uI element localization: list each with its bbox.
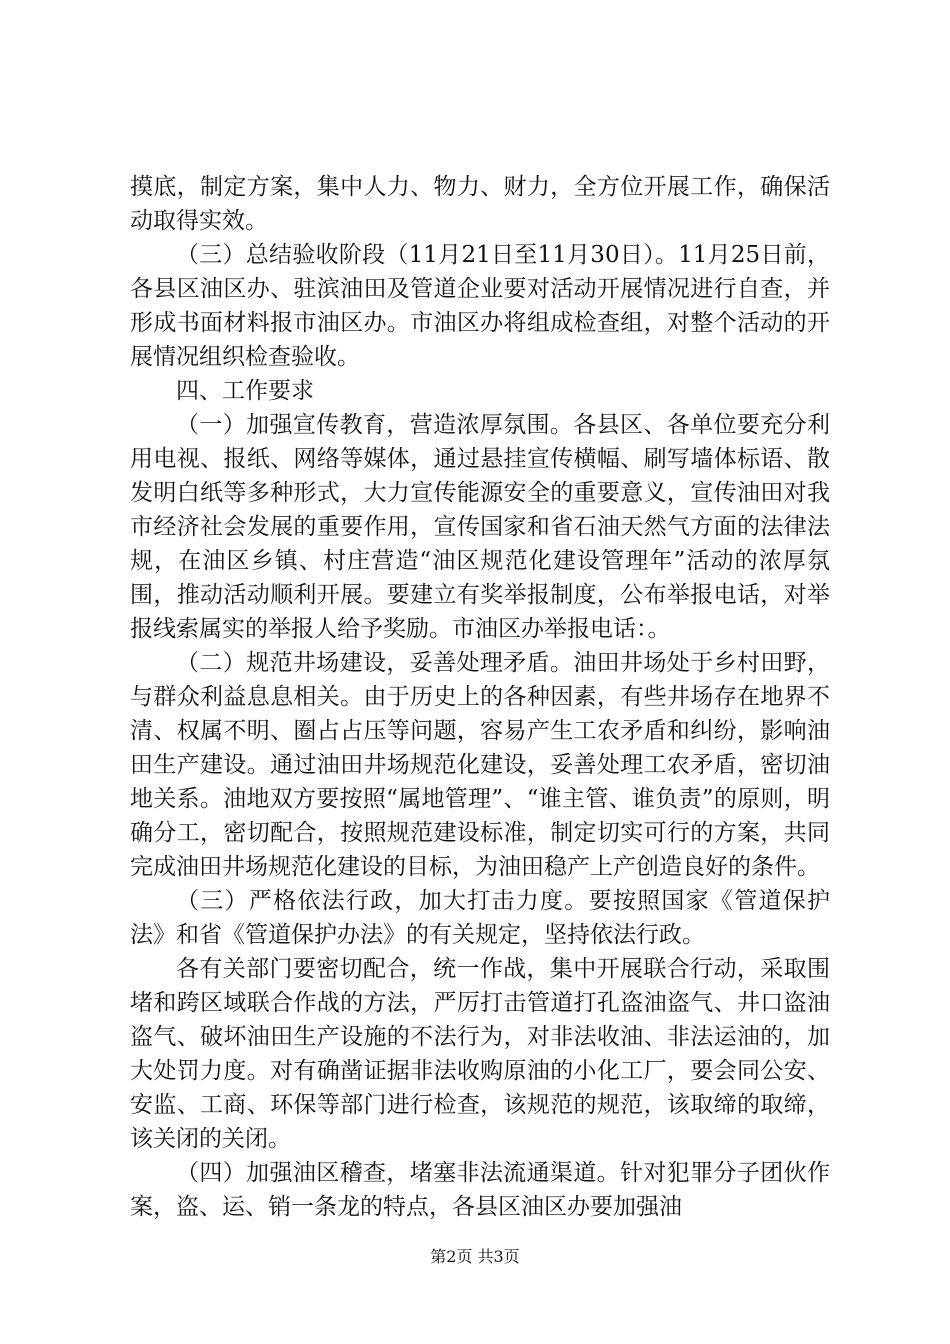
page-number-footer: 第2页 共3页 <box>430 1247 520 1266</box>
document-body <box>130 170 830 1224</box>
paragraph-summary-stage: （三）总结验收阶段（11月21日至11月30日）。11月25日前，各县区油区办、驻滨油田及管道企业要对活动开展情况进行自查，并形成书面材料报市油区办。市油区办将组成检查组，对整个活动的开展情况组织检查验收。 <box>130 242 830 370</box>
paragraph-requirement-4: （四）加强油区稽查，堵塞非法流通渠道。针对犯罪分子团伙作案，盗、运、销一条龙的特点，各县区油区办要加强油 <box>130 1160 830 1220</box>
paragraph-requirement-2: （二）规范井场建设，妥善处理矛盾。油田井场处于乡村田野，与群众利益息息相关。由于历史上的各种因素，有些井场存在地界不清、权属不明、圈占占压等问题，容易产生工农矛盾和纠纷，影响油田生产建设。通过油田井场规范化建设，妥善处理工农矛盾，密切油地关系。油地双方要按照“属地管理”、“谁主管、谁负责”的原则，明确分工，密切配合，按照规范建设标准，制定切实可行的方案，共同完成油田井场规范化建设的目标，为油田稳产上产创造良好的条件。 <box>130 650 830 880</box>
paragraph-continuation: 摸底，制定方案，集中人力、物力、财力，全方位开展工作，确保活动取得实效。 <box>130 174 830 234</box>
section-heading-work-requirements: 四、工作要求 <box>176 378 314 404</box>
paragraph-requirement-3: （三）严格依法行政，加大打击力度。要按照国家《管道保护法》和省《管道保护办法》的有关规定，坚持依法行政。 <box>130 888 830 948</box>
paragraph-joint-action: 各有关部门要密切配合，统一作战，集中开展联合行动，采取围堵和跨区域联合作战的方法，严厉打击管道打孔盗油盗气、井口盗油盗气、破坏油田生产设施的不法行为，对非法收油、非法运油的，加大处罚力度。对有确凿证据非法收购原油的小化工厂，要会同公安、安监、工商、环保等部门进行检查，该规范的规范，该取缔的取缔，该关闭的关闭。 <box>130 956 830 1152</box>
paragraph-requirement-1: （一）加强宣传教育，营造浓厚氛围。各县区、各单位要充分利用电视、报纸、网络等媒体，通过悬挂宣传横幅、刷写墙体标语、散发明白纸等多种形式，大力宣传能源安全的重要意义，宣传油田对我市经济社会发展的重要作用，宣传国家和省石油天然气方面的法律法规，在油区乡镇、村庄营造“油区规范化建设管理年”活动的浓厚氛围，推动活动顺利开展。要建立有奖举报制度，公布举报电话，对举报线索属实的举报人给予奖励。市油区办举报电话：。 <box>130 412 830 642</box>
